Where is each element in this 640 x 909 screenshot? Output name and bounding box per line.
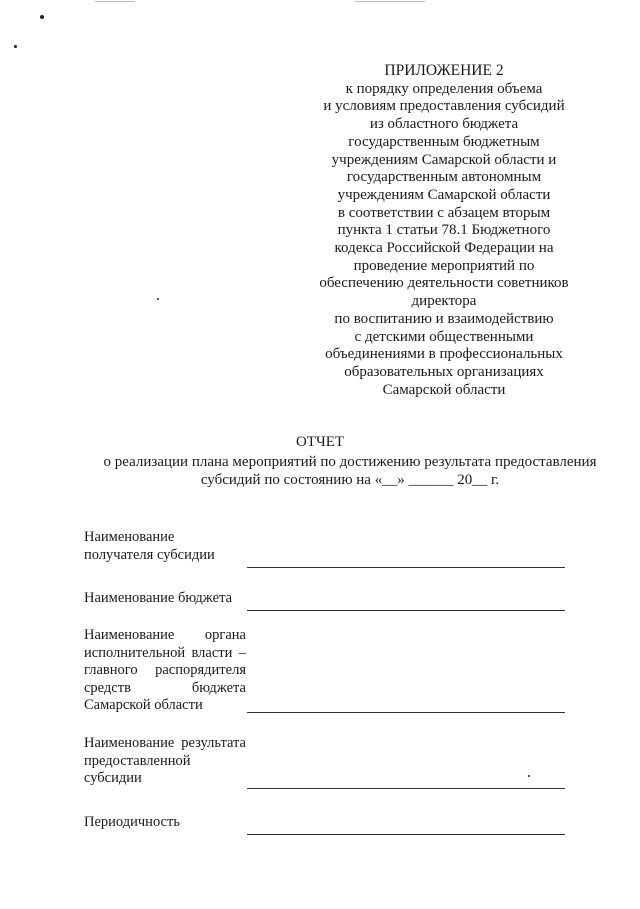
scan-dot bbox=[14, 45, 17, 48]
scan-edge-line bbox=[355, 1, 425, 2]
result-label: Наименование результата предоставленной субсидии bbox=[84, 735, 246, 786]
appendix-line: в соответствии с абзацем вторым bbox=[337, 204, 551, 221]
report-subtitle bbox=[70, 453, 630, 489]
authority-fill-line[interactable] bbox=[247, 712, 565, 713]
recipient-fill-line[interactable] bbox=[247, 567, 565, 568]
appendix-line: обеспечению деятельности советников bbox=[319, 275, 569, 292]
scan-edge-line bbox=[95, 1, 135, 2]
periodicity-label: Периодичность bbox=[84, 814, 180, 830]
appendix-line: проведение мероприятий по bbox=[353, 257, 535, 274]
appendix-line: к порядку определения объема bbox=[345, 80, 543, 97]
appendix-line: объединениями в профессиональных bbox=[325, 346, 563, 363]
budget-fill-line[interactable] bbox=[247, 610, 565, 611]
recipient-label: Наименование получателя субсидии bbox=[84, 529, 215, 563]
appendix-block bbox=[312, 62, 576, 399]
result-fill-line[interactable] bbox=[247, 788, 565, 789]
appendix-line: учреждениям Самарской области bbox=[337, 186, 551, 203]
report-title: ОТЧЕТ bbox=[295, 434, 345, 450]
appendix-line: из областного бюджета bbox=[369, 116, 519, 133]
appendix-line: и условиям предоставления субсидий bbox=[323, 98, 565, 115]
appendix-line: государственным бюджетным bbox=[348, 133, 540, 150]
appendix-line: по воспитанию и взаимодействию bbox=[334, 310, 554, 327]
appendix-line: пункта 1 статьи 78.1 Бюджетного bbox=[337, 222, 551, 239]
scan-dot bbox=[157, 298, 159, 300]
scan-dot bbox=[40, 15, 44, 19]
periodicity-fill-line[interactable] bbox=[247, 834, 565, 835]
budget-label: Наименование бюджета bbox=[84, 590, 233, 606]
appendix-line: Самарской области bbox=[382, 381, 506, 398]
appendix-line: с детскими общественными bbox=[354, 328, 534, 345]
appendix-line: образовательных организациях bbox=[344, 363, 544, 380]
authority-label: Наименование органа исполнительной власти – главного распорядителя средств бюджета Самарской области bbox=[84, 627, 246, 713]
appendix-heading: ПРИЛОЖЕНИЕ 2 bbox=[384, 62, 504, 79]
appendix-line: государственным автономным bbox=[346, 169, 542, 186]
appendix-line: директора bbox=[411, 293, 477, 310]
report-subtitle-line: субсидий по состоянию на «__» ______ 20__ г. bbox=[200, 472, 500, 488]
appendix-line: учреждениям Самарской области и bbox=[331, 151, 557, 168]
scan-dot bbox=[528, 775, 530, 777]
report-subtitle-line: о реализации плана мероприятий по достижению результата предоставления bbox=[103, 454, 597, 470]
appendix-line: кодекса Российской Федерации на bbox=[334, 240, 554, 257]
